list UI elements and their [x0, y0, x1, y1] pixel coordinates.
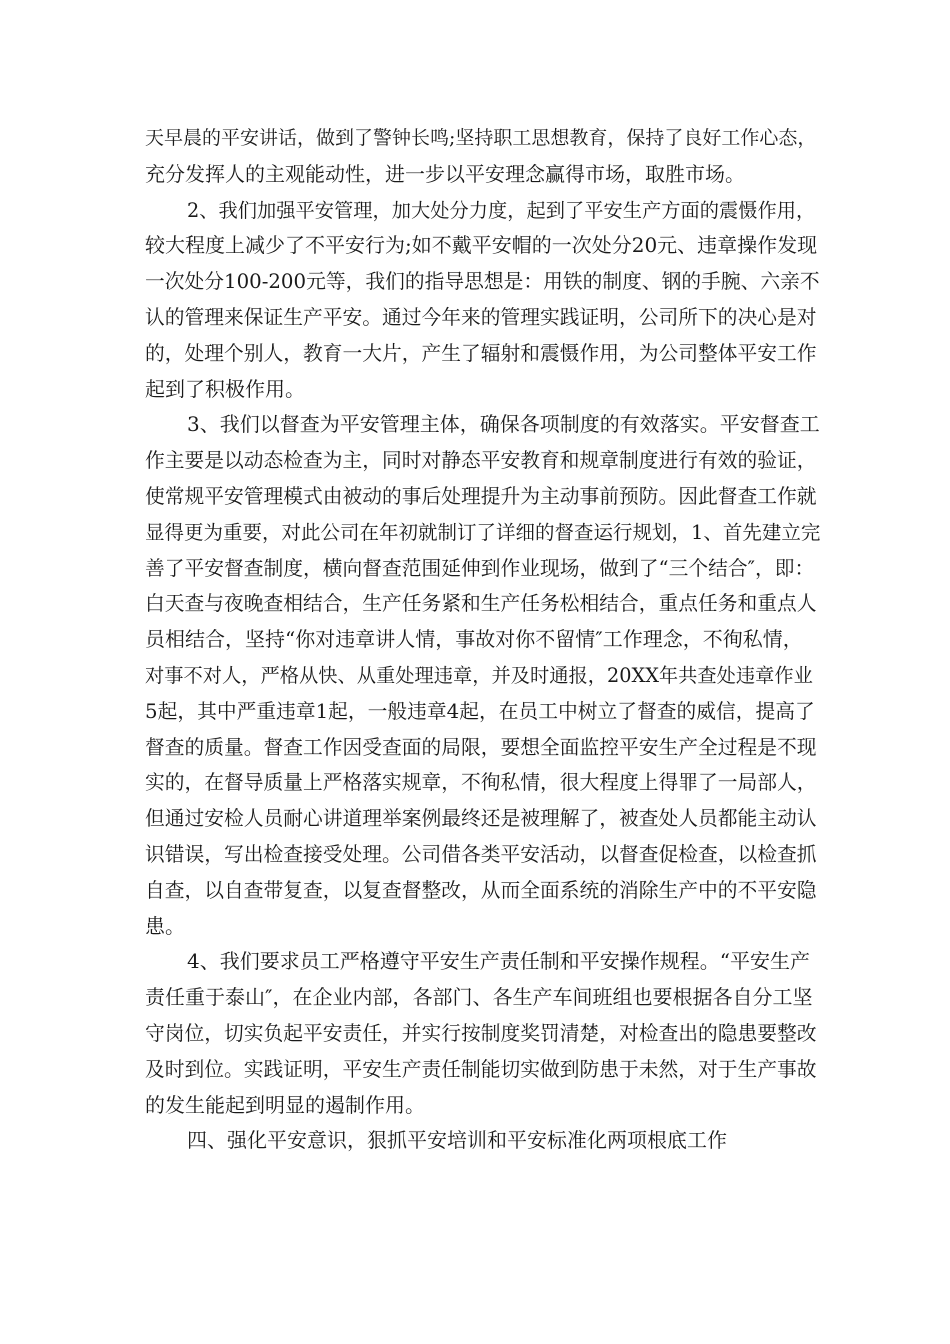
text-line: 充分发挥人的主观能动性，进一步以平安理念赢得市场，取胜市场。: [145, 161, 745, 186]
document-body: [145, 121, 820, 1159]
text-line: 白天查与夜晚查相结合，生产任务紧和生产任务松相结合，重点任务和重点人: [145, 592, 817, 616]
text-line: 及时到位。实践证明，平安生产责任制能切实做到防患于未然，对于生产事故: [145, 1057, 817, 1081]
text-line: 天早晨的平安讲话，做到了警钟长鸣;坚持职工思想教育，保持了良好工作心态，: [145, 127, 817, 149]
text-line: 作主要是以动态检查为主，同时对静态平安教育和规章制度进行有效的验证，: [145, 449, 817, 473]
text-line: 员相结合，坚持“你对违章讲人情，事故对你不留情″工作理念，不徇私情，: [145, 627, 803, 652]
text-line: 显得更为重要，对此公司在年初就制订了详细的督查运行规划，1、首先建立完: [145, 520, 820, 544]
text-line: 4、我们要求员工严格遵守平安生产责任制和平安操作规程。“平安生产: [187, 949, 810, 974]
text-line: 善了平安督查制度，横向督查范围延伸到作业现场，做到了“三个结合″，即：: [145, 556, 815, 580]
text-line: 识错误，写出检查接受处理。公司借各类平安活动，以督查促检查，以检查抓: [145, 842, 817, 866]
text-line: 责任重于泰山″，在企业内部，各部门、各生产车间班组也要根据各自分工坚: [145, 985, 813, 1010]
text-line: 5起，其中严重违章1起，一般违章4起，在员工中树立了督查的威信，提高了: [145, 699, 815, 723]
text-line: 使常规平安管理模式由被动的事后处理提升为主动事前预防。因此督查工作就: [145, 484, 817, 508]
text-line: 起到了积极作用。: [145, 376, 305, 401]
text-line: 一次处分100-200元等，我们的指导思想是：用铁的制度、钢的手腕、六亲不: [145, 270, 820, 294]
text-line: 但通过安检人员耐心讲道理举案例最终还是被理解了，被查处人员都能主动认: [145, 807, 817, 831]
text-line: 对事不对人，严格从快、从重处理违章，并及时通报，20XX年共查处违章作业: [145, 663, 813, 687]
text-line: 患。: [145, 913, 185, 938]
text-line: 3、我们以督查为平安管理主体，确保各项制度的有效落实。平安督查工: [187, 412, 820, 437]
text-line: 守岗位，切实负起平安责任，并实行按制度奖罚清楚，对检查出的隐患要整改: [145, 1021, 817, 1045]
text-line: 的，处理个别人，教育一大片，产生了辐射和震慑作用，为公司整体平安工作: [145, 341, 817, 365]
text-line: 实的，在督导质量上严格落实规章，不徇私情，很大程度上得罪了一局部人，: [145, 771, 817, 795]
text-line: 四、强化平安意识，狠抓平安培训和平安标准化两项根底工作: [187, 1128, 727, 1153]
text-line: 认的管理来保证生产平安。通过今年来的管理实践证明，公司所下的决心是对: [145, 305, 817, 329]
text-line: 2、我们加强平安管理，加大处分力度，起到了平安生产方面的震慑作用，: [187, 198, 816, 222]
text-line: 督查的质量。督查工作因受查面的局限，要想全面监控平安生产全过程是不现: [145, 735, 817, 759]
text-line: 的发生能起到明显的遏制作用。: [145, 1092, 425, 1117]
text-line: 较大程度上减少了不平安行为;如不戴平安帽的一次处分20元、违章操作发现: [145, 233, 818, 258]
text-line: 自查，以自查带复查，以复查督整改，从而全面系统的消除生产中的不平安隐: [145, 878, 817, 902]
